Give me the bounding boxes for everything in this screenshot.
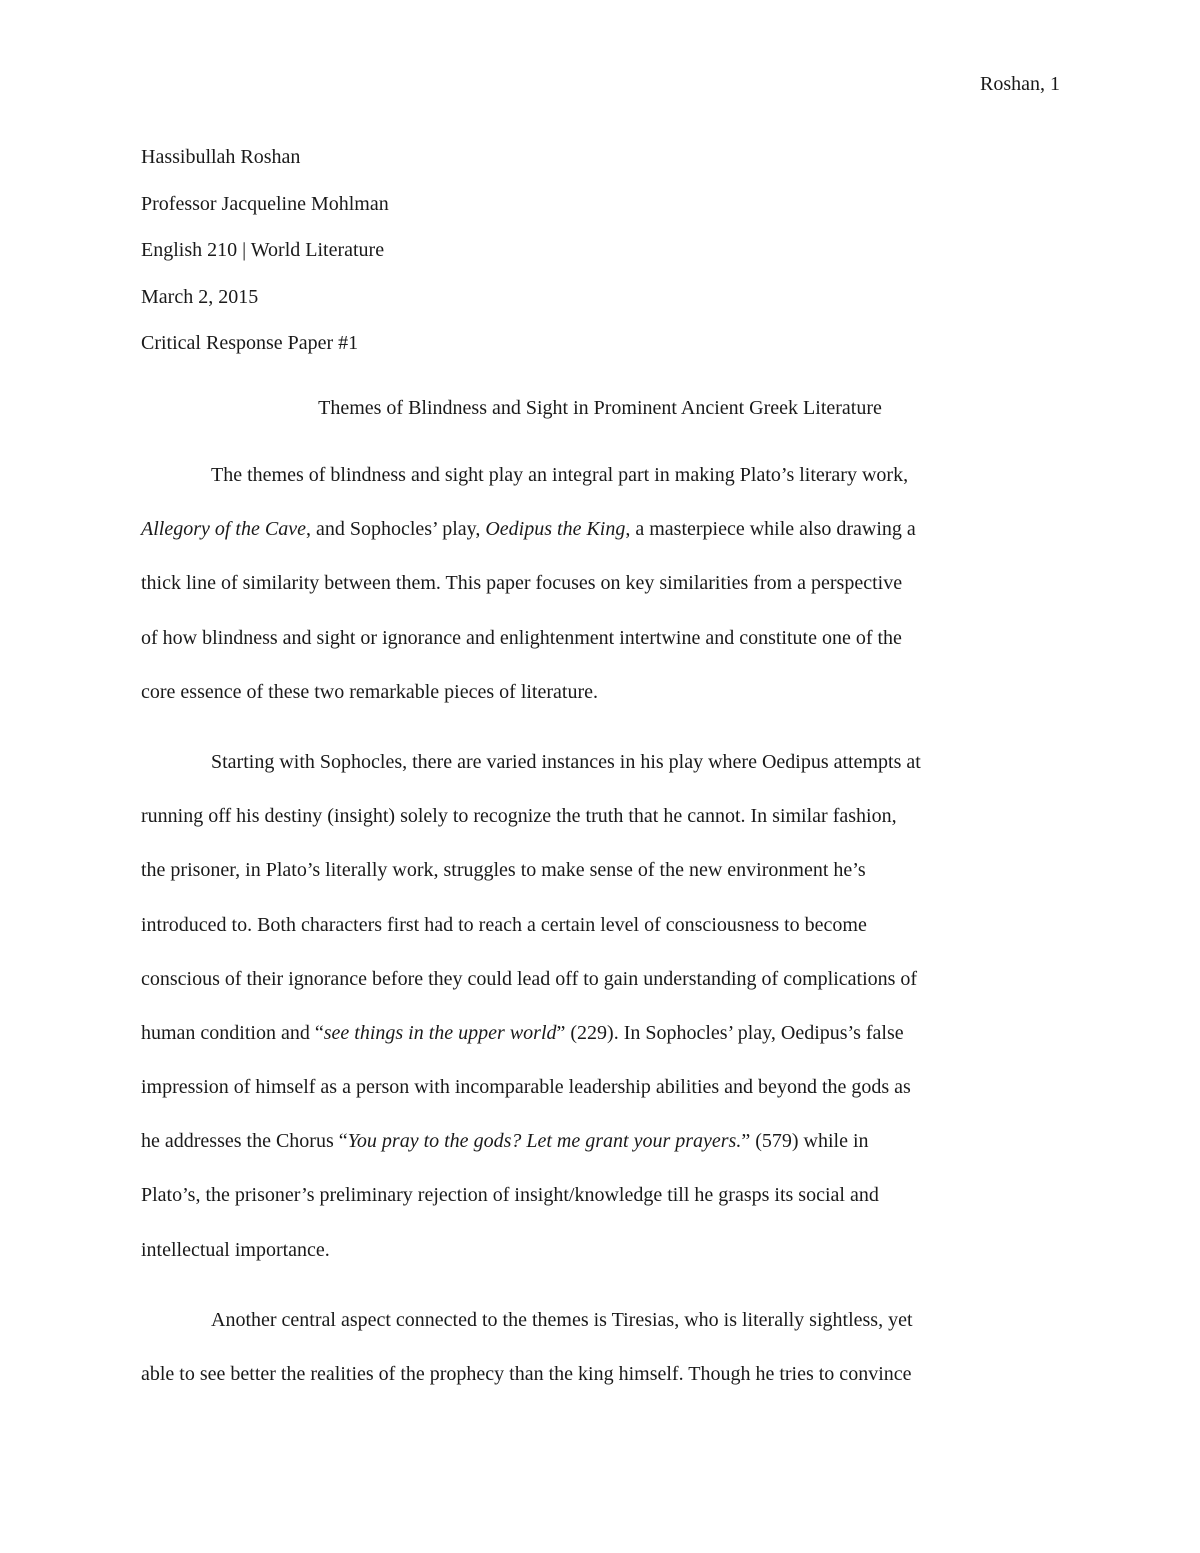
paragraph-line <box>141 1022 1059 1076</box>
paper-title: Themes of Blindness and Sight in Prominent Ancient Greek Literature <box>318 397 882 419</box>
paragraph-line: intellectual importance. <box>141 1238 330 1261</box>
paragraph-1 <box>141 464 1059 735</box>
paragraph-line: conscious of their ignorance before they could lead off to gain understanding of complications of <box>141 967 918 990</box>
paragraph-line: Starting with Sophocles, there are varied instances in his play where Oedipus attempts at <box>211 750 921 773</box>
text-segment: ” (579) while in <box>741 1130 869 1153</box>
text-segment: he addresses the Chorus “ <box>141 1130 348 1153</box>
paragraph-line: impression of himself as a person with incomparable leadership abilities and beyond the gods as <box>141 1076 911 1099</box>
paragraph-line: running off his destiny (insight) solely to recognize the truth that he cannot. In similar fashion, <box>141 805 897 828</box>
text-segment: ” (229). In Sophocles’ play, Oedipus’s false <box>556 1021 904 1044</box>
course-name: English 210 | World Literature <box>141 239 385 261</box>
paper-body <box>141 464 1059 1417</box>
paragraph-line: able to see better the realities of the prophecy than the king himself. Though he tries to convince <box>141 1363 912 1385</box>
work-title-oedipus: Oedipus the King <box>485 518 626 541</box>
paragraph-line <box>141 1130 1059 1184</box>
quote-italic: You pray to the gods? Let me grant your prayers. <box>347 1130 742 1153</box>
text-segment: , a masterpiece while also drawing a <box>625 518 916 541</box>
paper-date: March 2, 2015 <box>141 285 259 308</box>
running-head: Roshan, 1 <box>980 73 1060 95</box>
text-segment: , and Sophocles’ play, <box>305 518 486 541</box>
paragraph-line: thick line of similarity between them. This paper focuses on key similarities from a perspective <box>141 572 903 595</box>
mla-heading <box>141 143 1061 376</box>
paragraph-line: the prisoner, in Plato’s literally work, struggles to make sense of the new environment he’s <box>141 859 866 882</box>
quote-italic: see things in the upper world <box>323 1021 557 1044</box>
text-segment: human condition and “ <box>141 1021 324 1044</box>
paragraph-line: The themes of blindness and sight play an integral part in making Plato’s literary work, <box>211 464 909 486</box>
work-title-allegory: Allegory of the Cave <box>141 518 306 541</box>
paragraph-line <box>141 518 1059 572</box>
paragraph-line: introduced to. Both characters first had to reach a certain level of consciousness to become <box>141 913 867 936</box>
paragraph-line: of how blindness and sight or ignorance and enlightenment intertwine and constitute one of the <box>141 626 902 649</box>
paragraph-line: core essence of these two remarkable pieces of literature. <box>141 680 598 703</box>
paragraph-line: Plato’s, the prisoner’s preliminary rejection of insight/knowledge till he grasps its social and <box>141 1184 879 1207</box>
paragraph-3 <box>141 1309 1059 1417</box>
paragraph-2 <box>141 751 1059 1293</box>
paragraph-line: Another central aspect connected to the themes is Tiresias, who is literally sightless, yet <box>211 1308 913 1331</box>
student-name: Hassibullah Roshan <box>141 146 301 168</box>
professor-name: Professor Jacqueline Mohlman <box>141 192 389 215</box>
assignment-name: Critical Response Paper #1 <box>141 332 359 354</box>
